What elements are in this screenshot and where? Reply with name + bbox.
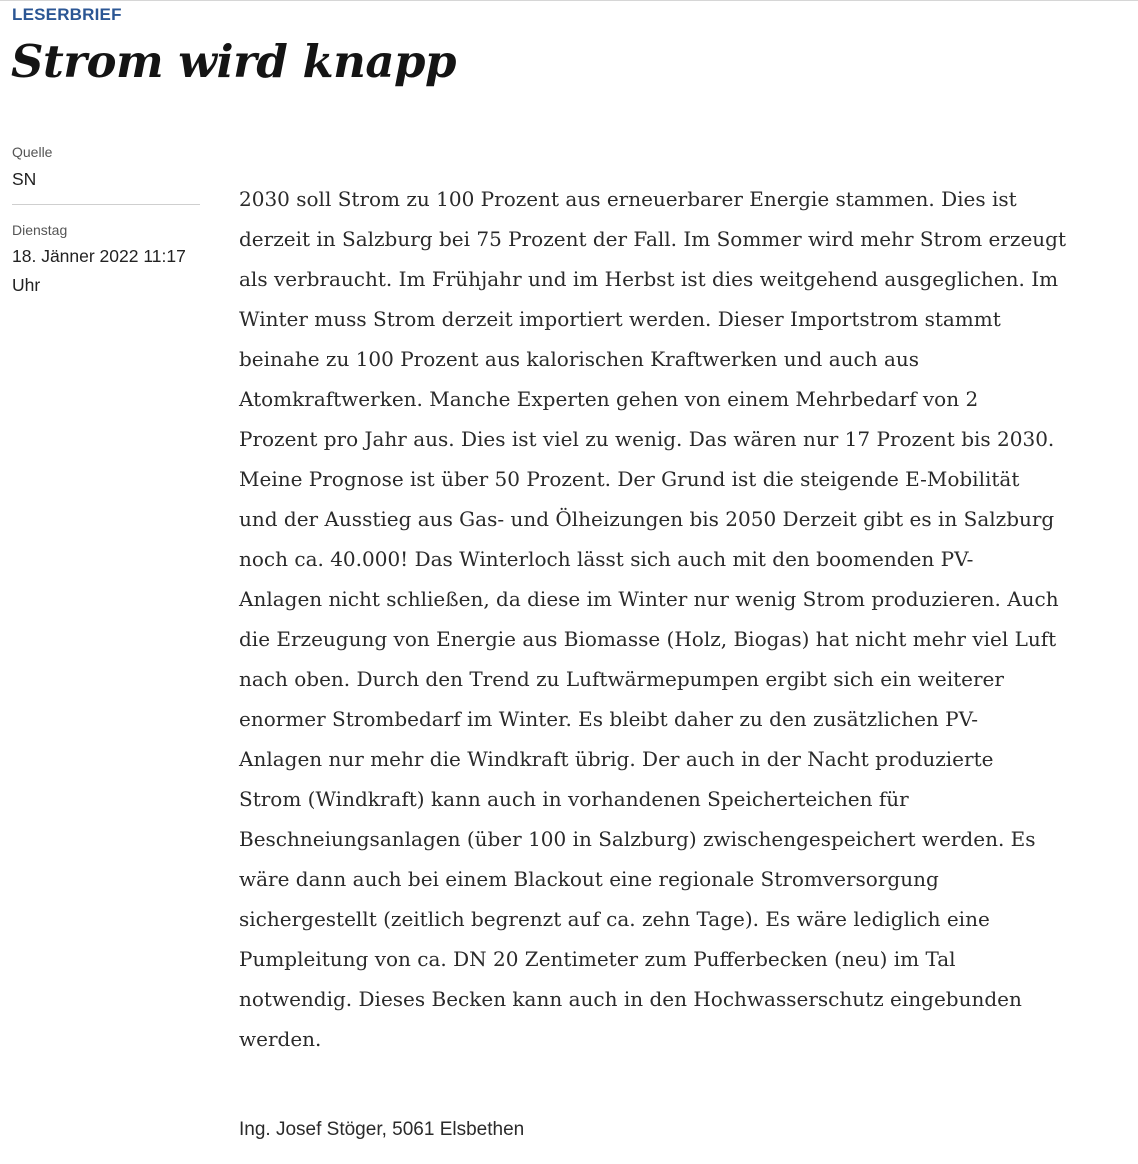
weekday-label: Dienstag: [12, 222, 68, 238]
body-line: beinahe zu 100 Prozent aus kalorischen Kraftwerken und auch aus: [239, 347, 920, 371]
body-line: sichergestellt (zeitlich begrenzt auf ca. zehn Tage). Es wäre lediglich eine: [239, 907, 990, 931]
body-line: Meine Prognose ist über 50 Prozent. Der Grund ist die steigende E-Mobilität: [239, 467, 1020, 491]
author-signature: Ing. Josef Stöger, 5061 Elsbethen: [239, 1119, 525, 1140]
body-line: Anlagen nicht schließen, da diese im Winter nur wenig Strom produzieren. Auch: [239, 587, 1059, 611]
publish-date-line1: 18. Jänner 2022 11:17: [12, 246, 186, 266]
article-title: Strom wird knapp: [11, 35, 456, 88]
body-line: Winter muss Strom derzeit importiert werden. Dieser Importstrom stammt: [239, 307, 1001, 331]
body-line: Pumpleitung von ca. DN 20 Zentimeter zum Pufferbecken (neu) im Tal: [239, 947, 956, 971]
body-line: derzeit in Salzburg bei 75 Prozent der Fall. Im Sommer wird mehr Strom erzeugt: [239, 227, 1067, 251]
body-line: als verbraucht. Im Frühjahr und im Herbst ist dies weitgehend ausgeglichen. Im: [239, 267, 1059, 291]
article-meta: [12, 142, 200, 300]
body-line: 2030 soll Strom zu 100 Prozent aus erneuerbarer Energie stammen. Dies ist: [239, 187, 1017, 211]
body-line: Strom (Windkraft) kann auch in vorhandenen Speicherteichen für: [239, 787, 909, 811]
body-line: Anlagen nur mehr die Windkraft übrig. Der auch in der Nacht produzierte: [239, 747, 994, 771]
body-line: und der Ausstieg aus Gas- und Ölheizungen bis 2050 Derzeit gibt es in Salzburg: [239, 507, 1055, 531]
body-line: Prozent pro Jahr aus. Dies ist viel zu wenig. Das wären nur 17 Prozent bis 2030.: [239, 427, 1055, 451]
article-body: [239, 179, 1119, 1059]
body-line: wäre dann auch bei einem Blackout eine regionale Stromversorgung: [239, 867, 939, 891]
publish-date: [12, 242, 200, 300]
body-line: nach oben. Durch den Trend zu Luftwärmepumpen ergibt sich ein weiterer: [239, 667, 1004, 691]
body-line: die Erzeugung von Energie aus Biomasse (Holz, Biogas) hat nicht mehr viel Luft: [239, 627, 1057, 651]
body-line: notwendig. Dieses Becken kann auch in den Hochwasserschutz eingebunden: [239, 987, 1022, 1011]
publish-date-line2: Uhr: [12, 275, 41, 295]
source-value: SN: [12, 169, 37, 189]
body-line: enormer Strombedarf im Winter. Es bleibt daher zu den zusätzlichen PV-: [239, 707, 978, 731]
article-kicker: LESERBRIEF: [12, 5, 122, 24]
body-line: noch ca. 40.000! Das Winterloch lässt sich auch mit den boomenden PV-: [239, 547, 974, 571]
body-line: Atomkraftwerken. Manche Experten gehen von einem Mehrbedarf von 2: [239, 387, 979, 411]
meta-divider: [12, 204, 200, 205]
source-label: Quelle: [12, 144, 53, 160]
body-line: Beschneiungsanlagen (über 100 in Salzburg) zwischengespeichert werden. Es: [239, 827, 1036, 851]
body-line: werden.: [239, 1027, 322, 1051]
